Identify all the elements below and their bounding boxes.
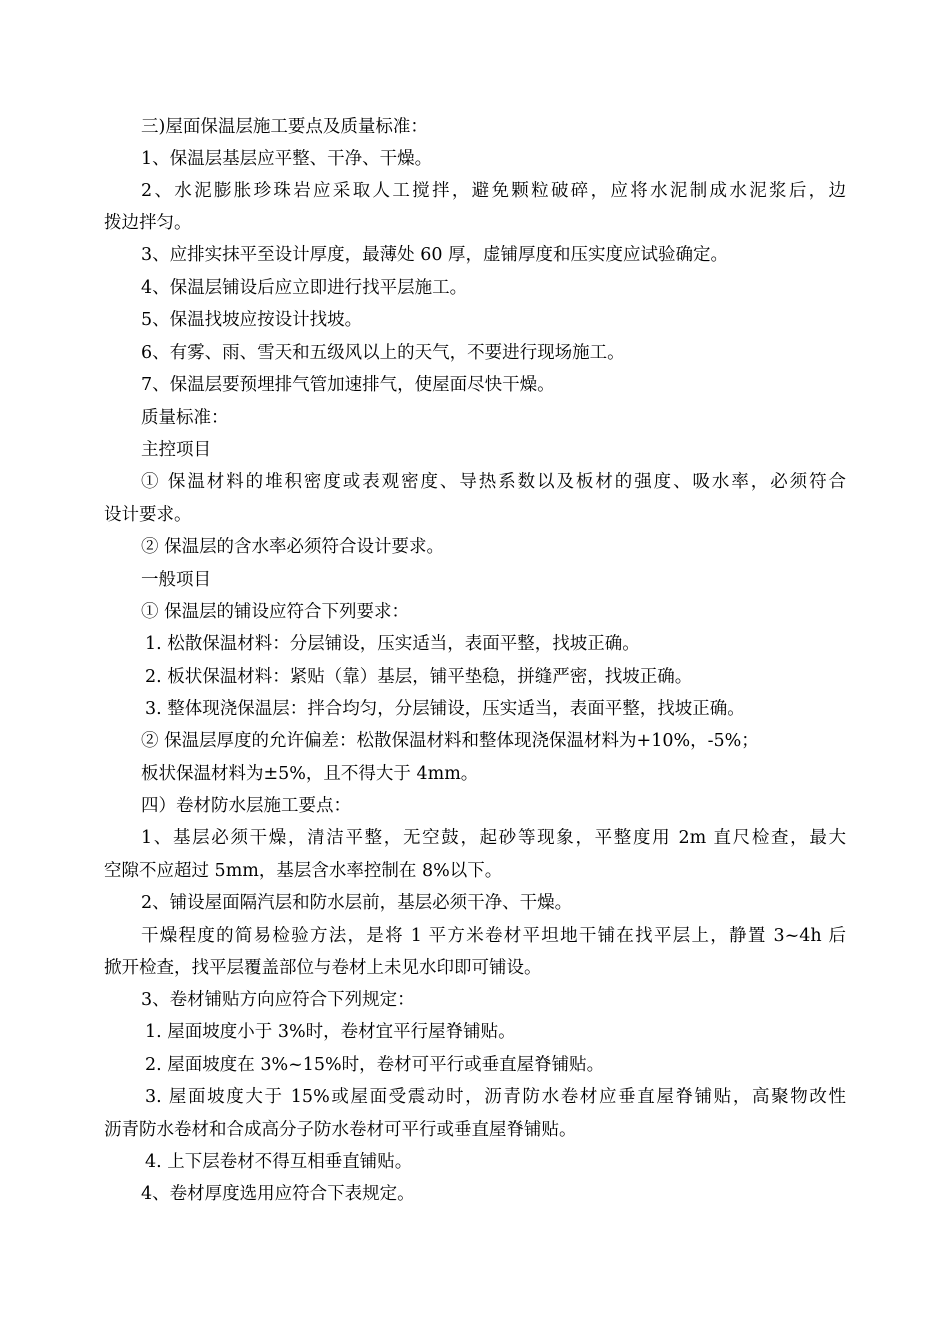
paragraph: 板状保温材料为±5%，且不得大于 4mm。 xyxy=(141,764,479,784)
paragraph: 3、卷材铺贴方向应符合下列规定： xyxy=(141,990,415,1010)
paragraph: 掀开检查，找平层覆盖部位与卷材上未见水印即可铺设。 xyxy=(104,958,542,978)
paragraph: 3、应排实抹平至设计厚度，最薄处 60 厚，虚铺厚度和压实度应试验确定。 xyxy=(141,245,729,265)
paragraph: 4、卷材厚度选用应符合下表规定。 xyxy=(141,1184,415,1204)
subheading: 主控项目 xyxy=(141,440,211,460)
list-item: 3. 整体现浇保温层：拌合均匀，分层铺设，压实适当，表面平整，找坡正确。 xyxy=(145,699,745,719)
subheading: 一般项目 xyxy=(141,570,211,590)
list-item: 2. 板状保温材料：紧贴（靠）基层，铺平垫稳，拼缝严密，找坡正确。 xyxy=(145,667,693,687)
paragraph: ② 保温层厚度的允许偏差：松散保温材料和整体现浇保温材料为+10%，-5%； xyxy=(141,731,759,751)
list-item: 1. 松散保温材料：分层铺设，压实适当，表面平整，找坡正确。 xyxy=(145,634,640,654)
paragraph: 4、保温层铺设后应立即进行找平层施工。 xyxy=(141,278,468,298)
paragraph: 5、保温找坡应按设计找坡。 xyxy=(141,310,363,330)
list-item: 2. 屋面坡度在 3%~15%时，卷材可平行或垂直屋脊铺贴。 xyxy=(145,1055,605,1075)
paragraph: 拨边拌匀。 xyxy=(104,213,192,233)
paragraph: ① 保温材料的堆积密度或表观密度、导热系数以及板材的强度、吸水率，必须符合 xyxy=(141,472,846,492)
subheading: 质量标准： xyxy=(141,408,229,428)
paragraph: 1、保温层基层应平整、干净、干燥。 xyxy=(141,149,433,169)
paragraph: 干燥程度的简易检验方法，是将 1 平方米卷材平坦地干铺在找平层上，静置 3~4h 后 xyxy=(141,926,846,946)
list-item: 1. 屋面坡度小于 3%时，卷材宜平行屋脊铺贴。 xyxy=(145,1022,516,1042)
paragraph: 2、铺设屋面隔汽层和防水层前，基层必须干净、干燥。 xyxy=(141,893,573,913)
paragraph: 6、有雾、雨、雪天和五级风以上的天气，不要进行现场施工。 xyxy=(141,343,625,363)
list-item: 4. 上下层卷材不得互相垂直铺贴。 xyxy=(145,1152,413,1172)
heading-insulation: 三)屋面保温层施工要点及质量标准： xyxy=(141,117,428,137)
paragraph: 沥青防水卷材和合成高分子防水卷材可平行或垂直屋脊铺贴。 xyxy=(104,1120,577,1140)
paragraph: ① 保温层的铺设应符合下列要求： xyxy=(141,602,410,622)
paragraph: 2、水泥膨胀珍珠岩应采取人工搅拌，避免颗粒破碎，应将水泥制成水泥浆后，边 xyxy=(141,181,846,201)
paragraph: 1、基层必须干燥，清洁平整，无空鼓，起砂等现象，平整度用 2m 直尺检查，最大 xyxy=(141,828,846,848)
list-item: 3. 屋面坡度大于 15%或屋面受震动时，沥青防水卷材应垂直屋脊铺贴，高聚物改性 xyxy=(145,1087,846,1107)
paragraph: 7、保温层要预埋排气管加速排气，使屋面尽快干燥。 xyxy=(141,375,555,395)
heading-waterproof: 四）卷材防水层施工要点： xyxy=(141,796,351,816)
paragraph: 空隙不应超过 5mm，基层含水率控制在 8%以下。 xyxy=(104,861,503,881)
paragraph: ② 保温层的含水率必须符合设计要求。 xyxy=(141,537,445,557)
paragraph: 设计要求。 xyxy=(104,505,192,525)
